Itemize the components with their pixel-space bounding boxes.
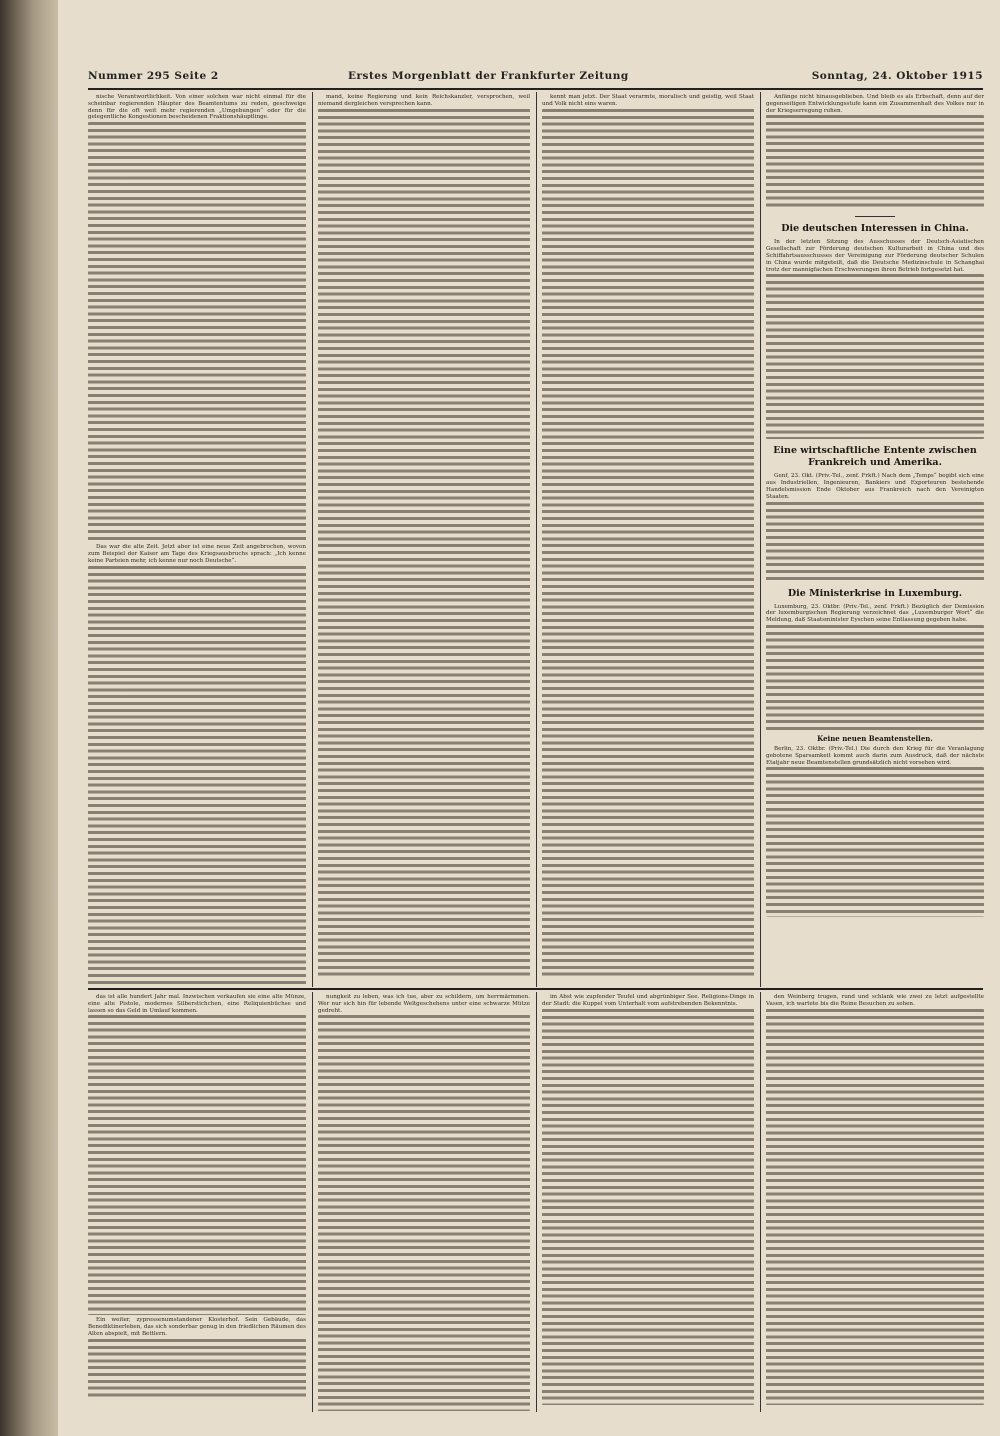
col1-new-era-text: Das war die alte Zeit. Jetzt aber ist eine neue Zeit angebrochen, wovon zum Beispiel der Kaiser am Tage des Kriegsausbruchs sprach: „Ich kenne keine Parteien mehr, ich kenne nur noch Deutsche“.	[88, 544, 306, 564]
col3-lead-text: kennt man jetzt. Der Staat verarmte, moralisch und geistig, weil Staat und Volk nicht eins waren.	[542, 94, 754, 107]
column-4-upper	[766, 94, 984, 984]
entente-headline: Eine wirtschaftliche Entente zwischen Frankreich und Amerika.	[773, 445, 977, 469]
issue-number: Nummer 295 Seite 2	[88, 70, 219, 82]
feuilleton-col1-lead: das ist alle hundert Jahr mal. Inzwischen verkaufen sie eine alte Münze, eine alte Pistole, modernes Silberstichchen, eine Reliquienbüchse und lassen so das Geld in Umlauf kommen.	[88, 994, 306, 1014]
feuilleton-col2-text	[318, 1015, 530, 1411]
col1-lead-text: nische Verantwortlichkeit. Von einer solchen war nicht einmal für die scheinbar regierenden Häupter des Beamtentums zu reden, geschweige denn für die oft weit mehr regierenden „Umgebungen“ oder für die gelegentliche Kongestionen bescheidenen Fraktionshäuptlinge.	[88, 94, 306, 121]
column-3-upper	[542, 94, 754, 984]
feuilleton-rule-2	[536, 992, 537, 1412]
column-rule-1	[312, 92, 313, 987]
column-rule-2	[536, 92, 537, 987]
feuilleton-column-1	[88, 994, 306, 1412]
feuilleton-col2-lead: nungkeit zu leben, was ich tue, aber zu schildern, um herrmärmmen. Wer nur sich hin für lebende Weltgeschehens unter eine schwarze Mütze gedreht.	[318, 994, 530, 1014]
beamten-text-block	[766, 767, 984, 917]
col2-lead-text: mand, keine Regierung und kein Reichskanzler, versprochen, weil niemand dergleichen versprechen kann.	[318, 94, 530, 107]
feuilleton-column-3	[542, 994, 754, 1412]
feuilleton-column-2	[318, 994, 530, 1412]
feuilleton-col1-text-a	[88, 1015, 306, 1315]
china-lead-text: In der letzten Sitzung des Ausschusses der Deutsch-Asiatischen Gesellschaft zur Förderung deutschen Kulturarbeit in China und des Schiffahrtsausschusses der Vereinigung zur Förderung deutscher Schulen in China wurde mitgeteilt, daß die Deutsche Medizinschule in Schanghai trotz der mannigfachen Erschwerungen ihren Betrieb fortgesetzt hat.	[766, 239, 984, 273]
col4-short-rule	[855, 216, 895, 217]
china-headline: Die deutschen Interessen in China.	[781, 223, 969, 235]
column-rule-3	[760, 92, 761, 987]
feuilleton-col1-text-b	[88, 1339, 306, 1399]
col1-text-block-b	[88, 566, 306, 984]
col4-text-block-a	[766, 115, 984, 210]
beamten-lead-text: Berlin, 23. Oktbr. (Priv.-Tel.) Die durch den Krieg für die Veranlagung gebotene Sparsamkeit kommt auch darin zum Ausdruck, daß der nächste Etatjahr neue Beamtenstellen grundsätzlich nicht vorsehen wird.	[766, 745, 984, 766]
feuilleton-rule-3	[760, 992, 761, 1412]
china-text-block	[766, 274, 984, 439]
feuilleton-col4-lead: den Weinberg trugen, rund und schlank wie zwei zu letzt aufgestellte Vasen, ich wartete bis die Reine Besuchen zu sehen.	[766, 994, 984, 1007]
luxemburg-lead-text: Luxemburg, 23. Oktbr. (Priv.-Tel., zenf. Frkft.) Bezüglich der Demission der luxemburgischen Regierung verzeichnet das „Luxemburger Wort“ die Meldung, daß Staatsminister Eyschen seine Entlassung gegeben habe.	[766, 603, 984, 624]
col4-lead-text: Anfänge nicht hinausgeblieben. Und bleib es als Erbschaft, denn auf der gegenseitigen Entwicklungsstufe kann ein Zusammenhalt des Volkes nur in der Kriegserregung ruhen.	[766, 94, 984, 114]
column-1-upper	[88, 94, 306, 984]
book-binding-edge	[0, 0, 58, 1436]
col3-text-block	[542, 109, 754, 979]
kloster-lead: Ein weiter, zypressenumstandener Klosterhof. Sein Gebäude, das Benediktinerleben, das sich sonderbar genug in den friedlichen Räumen des Alten abspielt, mit Bettlern.	[88, 1317, 306, 1337]
col1-text-block-a	[88, 122, 306, 542]
feuilleton-separator	[88, 988, 983, 990]
feuilleton-col4-text	[766, 1009, 984, 1405]
issue-date: Sonntag, 24. Oktober 1915	[811, 70, 983, 82]
page-header	[88, 68, 983, 86]
column-2-upper	[318, 94, 530, 984]
feuilleton-rule-1	[312, 992, 313, 1412]
beamten-headline: Keine neuen Beamtenstellen.	[817, 733, 933, 743]
entente-text-block	[766, 502, 984, 582]
feuilleton-column-4	[766, 994, 984, 1412]
header-rule	[88, 88, 983, 90]
col2-text-block	[318, 109, 530, 979]
entente-lead-text: Genf, 23. Okt. (Priv.-Tel., zenf. Frkft.) Nach dem „Temps“ begibt sich eine aus Industriellen, Ingenieuren, Bankiers und Exporteuren bestehende Handelsmission Ende Oktober aus Frankreich nach den Vereinigten Staaten.	[766, 473, 984, 500]
feuilleton-col3-text	[542, 1009, 754, 1405]
luxemburg-text-block	[766, 625, 984, 730]
newspaper-page	[58, 0, 1000, 1436]
feuilleton-col3-lead: im Abst wie zupfender Teufel und abgrünbiger See. Religions-Dinge in der Stadt: die Kuppel vom Unterhalt vom aufstrebenden Bekenntnis.	[542, 994, 754, 1007]
luxemburg-headline: Die Ministerkrise in Luxemburg.	[787, 587, 963, 599]
masthead-title: Erstes Morgenblatt der Frankfurter Zeitung	[348, 70, 629, 82]
